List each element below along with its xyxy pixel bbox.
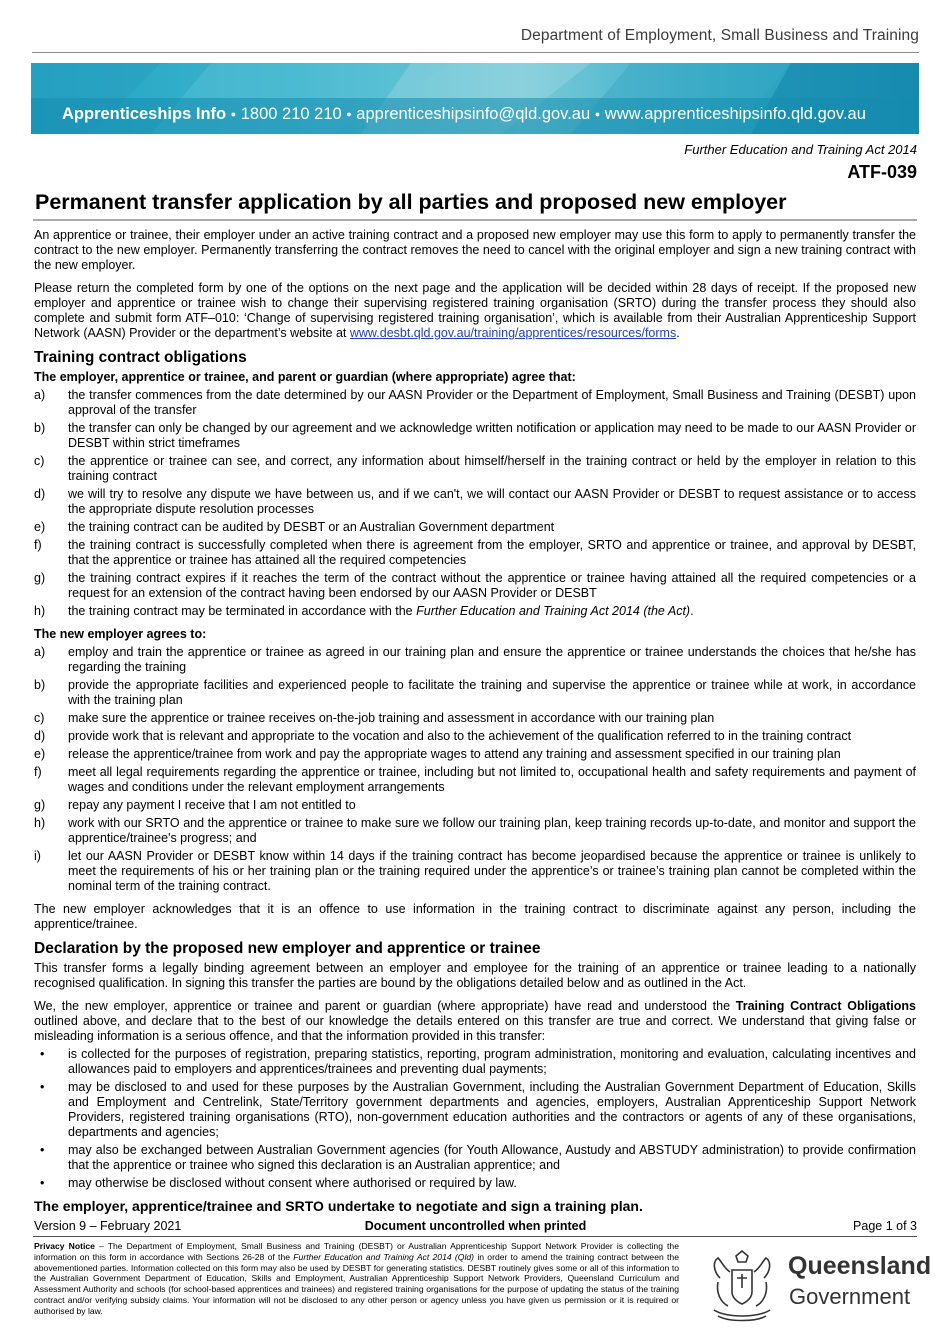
list-text: we will try to resolve any dispute we have between us, and if we can't, we will contact our AASN Provider or DESBT to request assistance or to access the appropriate dispute resolution processes: [68, 487, 916, 516]
list-text: the transfer can only be changed by our agreement and we acknowledge written notification or application may need to be made to our AASN Provider or DESBT within strict timeframes: [68, 421, 916, 450]
list-item: [34, 604, 916, 619]
list-item: [34, 487, 916, 517]
list-item: [34, 388, 916, 418]
list-text: employ and train the apprentice or trainee as agreed in our training plan and ensure the apprentice or trainee understands the choices that he/she has regarding the training: [68, 645, 916, 674]
banner-website[interactable]: www.apprenticeshipsinfo.qld.gov.au: [604, 105, 866, 123]
list-text: the training contract may be terminated in accordance with the: [68, 604, 417, 618]
coat-of-arms-icon: [706, 1248, 778, 1324]
employer-intro: The new employer agrees to:: [34, 627, 207, 641]
list-text: provide the appropriate facilities and experienced people to facilitate the training and supervise the apprentice or trainee while at work, in accordance with the training plan: [68, 678, 916, 707]
declaration-paragraph: This transfer forms a legally binding agreement between an employer and employee for the training of an apprentice or trainee leading to a nationally recognised qualification. In signing this transfer the parties are bound by the obligations detailed below and as outlined in the Act.: [34, 961, 916, 990]
closing-statement: The employer, apprentice/trainee and SRTO undertake to negotiate and sign a training plan.: [34, 1198, 643, 1214]
list-marker: a): [34, 645, 46, 659]
list-text: the training contract can be audited by DESBT or an Australian Government department: [68, 520, 555, 534]
list-marker: a): [34, 388, 46, 402]
banner-bullet: ●: [230, 109, 237, 119]
list-item: [34, 454, 916, 484]
privacy-notice: [34, 1241, 679, 1317]
intro-paragraph: An apprentice or trainee, their employer under an active training contract and a proposed new employer may use this form to apply to permanently transfer the contract to the new employer. Permanently transferring the contract removes the need to cancel with the original employer and sign a new training contract with the new employer.: [34, 228, 916, 272]
page-number: Page 1 of 3: [853, 1219, 917, 1233]
list-marker: b): [34, 678, 46, 692]
banner-bullet: ●: [594, 109, 601, 119]
declaration-text-end: outlined above, and declare that to the best of our knowledge the details entered on this transfer are true and correct. We understand that giving false or misleading information is a serious offence, and that the information provided in this transfer:: [34, 1014, 916, 1043]
banner-email[interactable]: apprenticeshipsinfo@qld.gov.au: [356, 105, 591, 123]
list-text: may otherwise be disclosed without consent where authorised or required by law.: [68, 1176, 517, 1190]
declaration-heading: Declaration by the proposed new employer and apprentice or trainee: [34, 940, 541, 957]
list-item: [34, 678, 916, 708]
list-item: [34, 711, 916, 726]
department-name: Department of Employment, Small Business and Training: [520, 27, 919, 44]
list-marker: c): [34, 711, 45, 725]
banner-org: Apprenticeships Info: [62, 105, 227, 123]
all-parties-list: [34, 388, 916, 619]
list-item: [34, 729, 916, 744]
logo-line-1: Queensland: [788, 1252, 932, 1280]
list-marker: g): [34, 798, 46, 812]
act-reference: Further Education and Training Act 2014: [684, 142, 917, 157]
list-marker: f): [34, 765, 42, 779]
version-label: Version 9 – February 2021: [34, 1219, 182, 1233]
privacy-label: Privacy Notice: [34, 1241, 95, 1251]
bullet-marker: •: [40, 1143, 45, 1157]
list-text: the training contract is successfully completed when there is agreement from the employer, SRTO and apprentice or trainee, and approval by DESBT, that the apprentice or trainee has attained all the required competencies: [68, 538, 916, 567]
list-text: provide work that is relevant and appropriate to the vocation and also to the achievement of the qualification referred to in the training contract: [68, 729, 852, 743]
list-marker: g): [34, 571, 46, 585]
all-parties-intro: The employer, apprentice or trainee, and parent or guardian (where appropriate) agree that:: [34, 370, 576, 384]
list-text: meet all legal requirements regarding the apprentice or trainee, including but not limited to, occupational health and safety requirements and payment of wages and conditions under the relevant employment arrangements: [68, 765, 916, 794]
list-text: work with our SRTO and the apprentice or trainee to make sure we follow our training plan, keep training records up-to-date, and monitor and support the apprentice/trainee's progress; and: [68, 816, 916, 845]
declaration-text: We, the new employer, apprentice or trainee and parent or guardian (where appropriate) have read and understood the: [34, 999, 736, 1013]
form-body: [34, 228, 916, 1214]
list-text: repay any payment I receive that I am not entitled to: [68, 798, 356, 812]
list-item: [34, 645, 916, 675]
banner-bullet: ●: [346, 109, 352, 119]
list-marker: e): [34, 520, 46, 534]
list-text: the apprentice or trainee can see, and correct, any information about himself/herself in the training contract or held by the employer in relation to this training contract: [68, 454, 916, 483]
intro-paragraph-2: [34, 281, 916, 341]
privacy-text: – The Department of Employment, Small Business and Training (DESBT) or Australian Apprenticeship Support Network Provider is collecting the information on this form in accordance with Sections 26-28 of the: [34, 1241, 679, 1262]
list-text: the transfer commences from the date determined by our AASN Provider or the Department of Employment, Small Business and Training (DESBT) upon approval of the transfer: [68, 388, 916, 417]
privacy-act: Further Education and Training Act 2014 (Qld): [293, 1251, 475, 1262]
list-marker: d): [34, 729, 46, 743]
intro-text: Please return the completed form by one of the options on the next page and the application will be decided within 28 days of receipt. If the proposed new employer and apprentice or trainee wish to change their supervising registered training organisation (SRTO) during the transfer process they should also complete and submit form ATF–010: ‘Change of supervising registered training organisation’, which is available from their Australian Apprenticeship Support Network (AASN) Provider or the department’s website at: [34, 281, 916, 340]
form-code: ATF-039: [847, 162, 917, 182]
footer-divider: [33, 1236, 917, 1237]
list-marker: d): [34, 487, 46, 501]
list-marker: f): [34, 538, 42, 552]
bullet-marker: •: [40, 1047, 45, 1061]
list-item: [34, 1047, 916, 1077]
page-title: Permanent transfer application by all parties and proposed new employer: [35, 190, 787, 214]
list-item: [34, 816, 916, 846]
privacy-text-end: in order to amend the training contract between the abovementioned parties. Information collected on this form may also be used by DESBT for generating statistics. DESBT routinely gives some or all of this information to the Australian Government Department of Education, Skills and Employment, Australian Apprenticeship Support Network Providers, Queensland Curriculum and Assessment Authority and schools (for school-based apprentices and trainees) and registered training organisations for the purpose of updating the status of the training contract and/or verifying subsidy claims. Your information will not be disclosed to any other person or agency unless you have given us permission or it is required or authorised by law.: [34, 1251, 679, 1316]
list-text: is collected for the purposes of registration, preparing statistics, reporting, program administration, monitoring and evaluation, calculating incentives and allowances paid to employers and apprentices/trainees and preventing dual payments;: [68, 1047, 916, 1076]
list-item: [34, 520, 916, 535]
list-text: may be disclosed to and used for these purposes by the Australian Government, including the Australian Government Department of Education, Skills and Employment and Centrelink, State/Territory government departments and agencies, employers, Australian Apprenticeship Support Network Providers, registered training organisations (RTO), non-government education authorities and the contractors or agents of any of these organisations, departments and agencies;: [68, 1080, 916, 1139]
list-marker: i): [34, 849, 41, 863]
list-item: [34, 798, 916, 813]
logo-line-2: Government: [789, 1284, 911, 1309]
bullet-marker: •: [40, 1080, 45, 1094]
list-marker: b): [34, 421, 46, 435]
act-citation: Further Education and Training Act 2014 (the Act): [416, 604, 691, 618]
list-marker: h): [34, 816, 46, 830]
declaration-bullets: [34, 1047, 916, 1191]
bullet-marker: •: [40, 1176, 45, 1190]
list-text: the training contract expires if it reaches the term of the contract without the apprentice or trainee having attained all the required competencies or a request for an extension of the contract having been endorsed by our AASN Provider or DESBT: [68, 571, 916, 600]
list-text: release the apprentice/trainee from work and pay the appropriate wages to attend any training and assessment specified in our training plan: [68, 747, 841, 761]
acknowledgement: The new employer acknowledges that it is an offence to use information in the training contract to discriminate against any person, including the apprentice/trainee.: [34, 902, 916, 931]
list-item: [34, 571, 916, 601]
intro-end: .: [676, 326, 680, 340]
banner-phone: 1800 210 210: [240, 105, 342, 123]
list-item: [34, 747, 916, 762]
list-item: [34, 849, 916, 894]
list-text: may also be exchanged between Australian Government agencies (for Youth Allowance, Austudy and ABSTUDY administration) to provide confirmation that the apprentice or trainee who signed this declaration is an Australian apprentice; and: [68, 1143, 916, 1172]
contact-banner: [31, 63, 919, 134]
list-item: [34, 1080, 916, 1140]
header-divider: [32, 52, 919, 53]
list-item: [34, 1176, 916, 1191]
obligations-reference: Training Contract Obligations: [735, 999, 916, 1013]
list-item: [34, 1143, 916, 1173]
queensland-government-logo: [706, 1248, 932, 1324]
list-item: [34, 765, 916, 795]
uncontrolled-notice: Document uncontrolled when printed: [364, 1219, 587, 1233]
list-text-end: .: [690, 604, 694, 618]
banner-contact: [62, 105, 866, 124]
obligations-heading: Training contract obligations: [34, 349, 247, 366]
list-marker: h): [34, 604, 46, 618]
list-item: [34, 538, 916, 568]
list-marker: c): [34, 454, 45, 468]
title-divider: [33, 219, 917, 221]
list-item: [34, 421, 916, 451]
list-text: make sure the apprentice or trainee receives on-the-job training and assessment in accordance with our training plan: [68, 711, 715, 725]
list-text: let our AASN Provider or DESBT know within 14 days if the training contract has become jeopardised because the apprentice or trainee is unlikely to meet the requirements of his or her training plan or the training required under the apprentice’s or trainee’s training plan cannot be completed within the nominal term of the training contract.: [68, 849, 916, 893]
declaration-paragraph-2: [34, 999, 916, 1044]
forms-link[interactable]: www.desbt.qld.gov.au/training/apprentices/resources/forms: [349, 326, 677, 340]
employer-list: [34, 645, 916, 894]
list-marker: e): [34, 747, 46, 761]
